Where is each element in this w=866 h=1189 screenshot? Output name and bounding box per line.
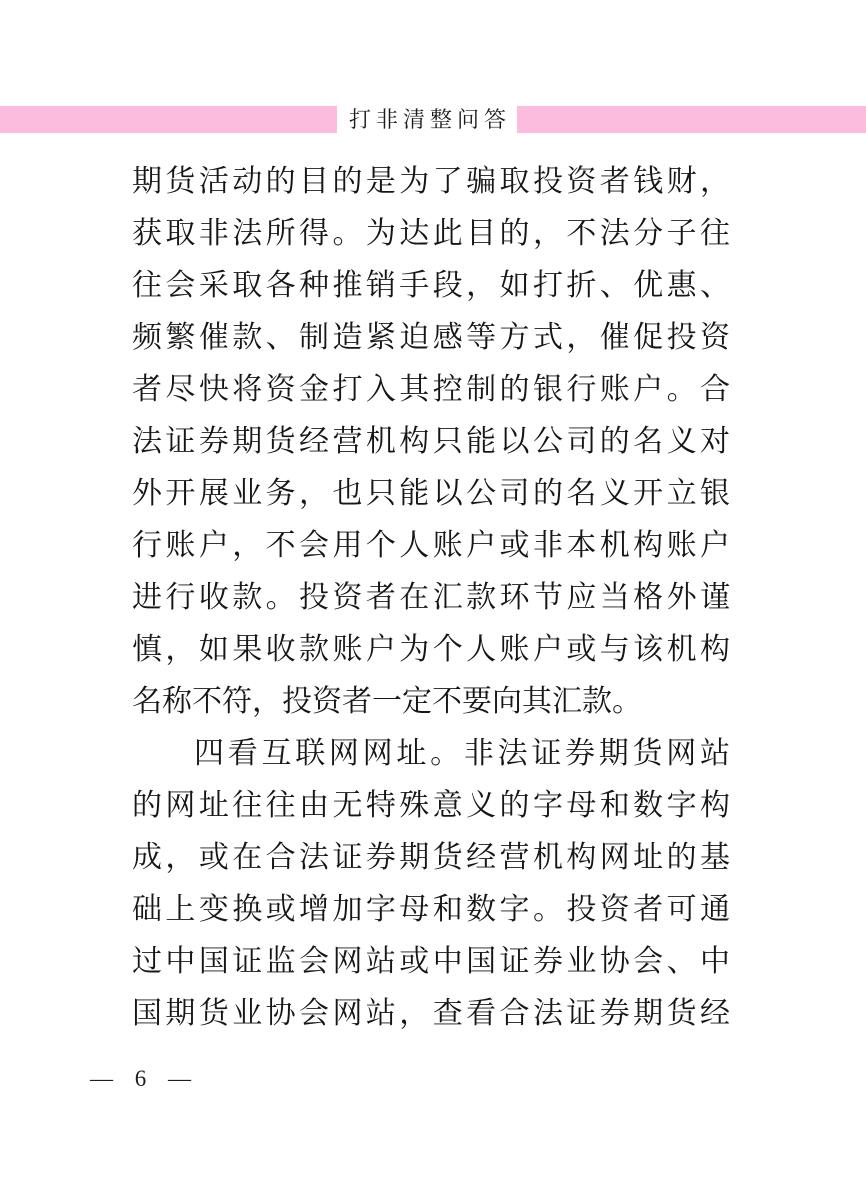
text-line: 外开展业务，也只能以公司的名义开立银 bbox=[132, 477, 730, 510]
text-line-paragraph-end: 名称不符，投资者一定不要向其汇款。 bbox=[132, 685, 642, 718]
text-line: 行账户，不会用个人账户或非本机构账户 bbox=[132, 529, 730, 562]
header-rule-left bbox=[0, 106, 337, 133]
page-header bbox=[0, 106, 866, 133]
text-line: 获取非法所得。为达此目的，不法分子往 bbox=[132, 217, 730, 250]
text-line: 频繁催款、制造紧迫感等方式，催促投资 bbox=[132, 321, 730, 354]
text-line: 往会采取各种推销手段，如打折、优惠、 bbox=[132, 269, 730, 302]
page-number: — 6 — bbox=[90, 1066, 195, 1091]
text-line: 的网址往往由无特殊意义的字母和数字构 bbox=[132, 789, 730, 822]
text-line: 成，或在合法证券期货经营机构网址的基 bbox=[132, 841, 730, 874]
text-line: 者尽快将资金打入其控制的银行账户。合 bbox=[132, 373, 730, 406]
text-line: 期货活动的目的是为了骗取投资者钱财， bbox=[132, 165, 730, 198]
text-line: 过中国证监会网站或中国证券业协会、中 bbox=[132, 945, 730, 978]
text-line: 慎，如果收款账户为个人账户或与该机构 bbox=[132, 633, 730, 666]
header-rule-right bbox=[517, 106, 866, 133]
text-line: 进行收款。投资者在汇款环节应当格外谨 bbox=[132, 581, 730, 614]
text-line: 础上变换或增加字母和数字。投资者可通 bbox=[132, 893, 730, 926]
text-line: 法证券期货经营机构只能以公司的名义对 bbox=[132, 425, 730, 458]
text-line-paragraph-start: 四看互联网网址。非法证券期货网站 bbox=[194, 737, 730, 770]
running-head-title: 打非清整问答 bbox=[349, 107, 512, 132]
text-line: 国期货业协会网站，查看合法证券期货经 bbox=[132, 997, 730, 1030]
body-text bbox=[132, 156, 730, 1040]
